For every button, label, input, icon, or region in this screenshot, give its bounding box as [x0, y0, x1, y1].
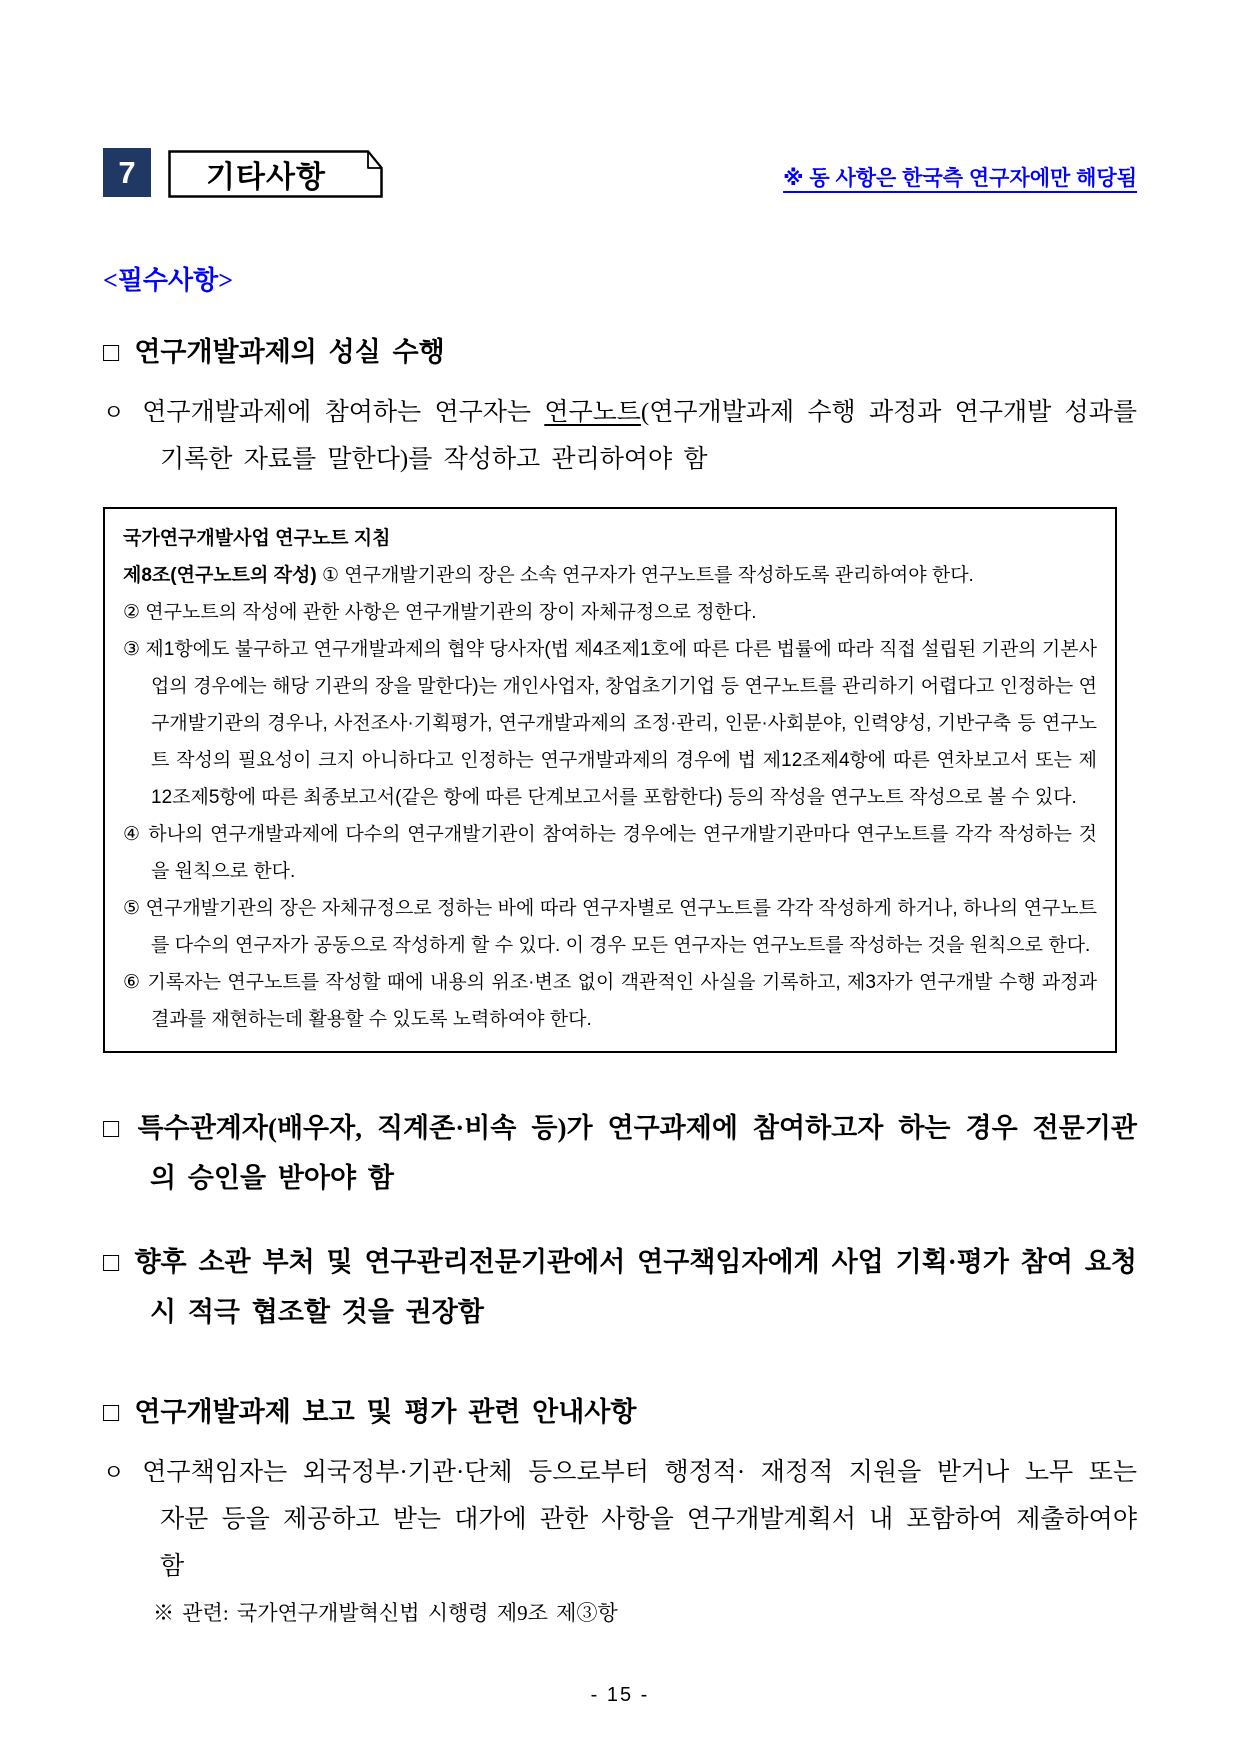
section-4-bullet — [103, 1449, 1137, 1590]
section-heading-1 — [103, 327, 1137, 377]
required-items-subheading: <필수사항> — [103, 266, 234, 295]
circle-bullet-icon: ㅇ — [103, 400, 125, 425]
square-bullet-icon: □ — [103, 337, 120, 367]
section-number-badge: 7 — [103, 148, 151, 197]
section-header-left — [103, 148, 383, 198]
section-title-tab — [168, 150, 383, 198]
circle-bullet-icon: ㅇ — [103, 1460, 125, 1485]
bullet-text-pre: 연구개발과제에 참여하는 연구자는 — [142, 399, 545, 426]
bullet-text-post: (연구개발과제 수행 과정과 연구개발 성과를 기록한 자료를 말한다)를 작성하고 관리하여야 함 — [160, 399, 1137, 473]
applicability-note: ※ 동 사항은 한국측 연구자에만 해당됨 — [783, 167, 1137, 190]
guideline-item-2: ② 연구노트의 작성에 관한 사항은 연구개발기관의 장이 자체규정으로 정한다. — [123, 602, 757, 623]
section-heading-1-text: 연구개발과제의 성실 수행 — [134, 337, 445, 367]
section-heading-2-text: 특수관계자(배우자, 직계존·비속 등)가 연구과제에 참여하고자 하는 경우 전문기관의 승인을 받아야 함 — [137, 1113, 1137, 1193]
section-4-bullet-text: 연구책임자는 외국정부·기관·단체 등으로부터 행정적· 재정적 지원을 받거나 노무 또는 자문 등을 제공하고 받는 대가에 관한 사항을 연구개발계획서 내 포함하여 제출하여야 함 — [142, 1459, 1137, 1580]
guideline-item-3: ③ 제1항에도 불구하고 연구개발과제의 협약 당사자(법 제4조제1호에 따른 다른 법률에 따라 직접 설립된 기관의 기본사업의 경우에는 해당 기관의 장을 말한다)는 개인사업자, 창업초기기업 등 연구노트를 관리하기 어렵다고 인정하는 연구개발기관의 경우나, 사전조사·기획평가, 연구개발과제의 조정·관리, 인문·사회분야, 인력양성, 기반구축 등 연구노트 작성의 필요성이 크지 아니하다고 인정하는 연구개발과제의 경우에 법 제12조제4항에 따른 연차보고서 또는 제12조제5항에 따른 최종보고서(같은 항에 따른 단계보고서를 포함한다) 등의 작성을 연구노트 작성으로 볼 수 있다. — [123, 639, 1097, 808]
square-bullet-icon: □ — [103, 1113, 123, 1143]
guideline-item-6: ⑥ 기록자는 연구노트를 작성할 때에 내용의 위조·변조 없이 객관적인 사실을 기록하고, 제3자가 연구개발 수행 과정과 결과를 재현하는데 활용할 수 있도록 노력하여야 한다. — [123, 972, 1097, 1030]
article-text: ① 연구개발기관의 장은 소속 연구자가 연구노트를 작성하도록 관리하여야 한다. — [321, 565, 974, 586]
guideline-item-5: ⑤ 연구개발기관의 장은 자체규정으로 정하는 바에 따라 연구자별로 연구노트를 각각 작성하게 하거나, 하나의 연구노트를 다수의 연구자가 공동으로 작성하게 할 수 있다. 이 경우 모든 연구자는 연구노트를 작성하는 것을 원칙으로 한다. — [123, 898, 1097, 956]
guideline-item-4: ④ 하나의 연구개발과제에 다수의 연구개발기관이 참여하는 경우에는 연구개발기관마다 연구노트를 각각 작성하는 것을 원칙으로 한다. — [123, 824, 1097, 882]
section-1-bullet — [103, 389, 1137, 483]
guideline-article-8 — [123, 557, 1097, 594]
guideline-box — [103, 507, 1117, 1053]
bullet-text-underlined: 연구노트 — [544, 399, 641, 426]
section-4-reference-note: ※ 관련: 국가연구개발혁신법 시행령 제9조 제③항 — [153, 1601, 618, 1625]
square-bullet-icon: □ — [103, 1247, 120, 1277]
section-title: 기타사항 — [206, 161, 326, 194]
article-label: 제8조(연구노트의 작성) — [123, 565, 317, 586]
square-bullet-icon: □ — [103, 1397, 120, 1427]
section-heading-2 — [103, 1103, 1137, 1203]
section-header — [103, 148, 1137, 198]
section-heading-3-text: 향후 소관 부처 및 연구관리전문기관에서 연구책임자에게 사업 기획·평가 참여 요청 시 적극 협조할 것을 권장함 — [134, 1247, 1138, 1327]
guideline-box-title: 국가연구개발사업 연구노트 지침 — [123, 528, 391, 549]
section-heading-4 — [103, 1387, 1137, 1437]
page-number: - 15 - — [590, 1684, 650, 1706]
section-heading-3 — [103, 1237, 1137, 1337]
section-heading-4-text: 연구개발과제 보고 및 평가 관련 안내사항 — [134, 1397, 637, 1427]
